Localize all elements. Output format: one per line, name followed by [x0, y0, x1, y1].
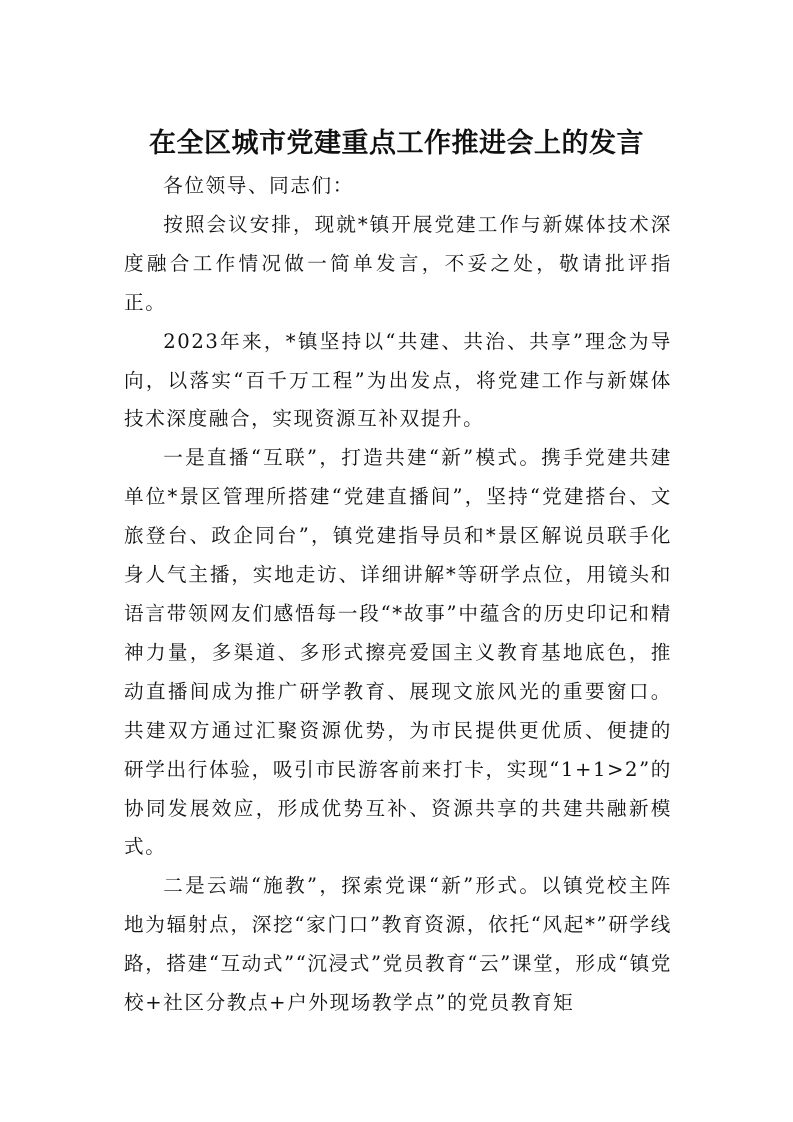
- document-title: 在全区城市党建重点工作推进会上的发言: [149, 128, 644, 159]
- section-one-paragraph: 一是直播“互联”，打造共建“新”模式。携手党建共建单位*景区管理所搭建“党建直播间”，坚持“党建搭台、文旅登台、政企同台”，镇党建指导员和*景区解说员联手化身人气主播，实地走访、详细讲解*等研学点位，用镜头和语言带领网友们感悟每一段“*故事”中蕴含的历史印记和精神力量，多渠道、多形式擦亮爱国主义教育基地底色，推动直播间成为推广研学教育、展现文旅风光的重要窗口。共建双方通过汇聚资源优势，为市民提供更优质、便捷的研学出行体验，吸引市民游客前来打卡，实现“1+1>2”的协同发展效应，形成优势互补、资源共享的共建共融新模式。: [124, 446, 672, 859]
- salutation-paragraph: 各位领导、同志们：: [163, 174, 354, 197]
- section-two-paragraph: 二是云端“施教”，探索党课“新”形式。以镇党校主阵地为辐射点，深挖“家门口”教育资源，依托“风起*”研学线路，搭建“互动式”“沉浸式”党员教育“云”课堂，形成“镇党校+社区分教点+户外现场教学点”的党员教育矩: [124, 874, 672, 1015]
- intro-paragraph: 按照会议安排，现就*镇开展党建工作与新媒体技术深度融合工作情况做一简单发言，不妥之处，敬请批评指正。: [124, 212, 672, 314]
- document-body: [124, 167, 672, 1023]
- overview-paragraph: 2023年来，*镇坚持以“共建、共治、共享”理念为导向，以落实“百千万工程”为出发点，将党建工作与新媒体技术深度融合，实现资源互补双提升。: [124, 329, 672, 431]
